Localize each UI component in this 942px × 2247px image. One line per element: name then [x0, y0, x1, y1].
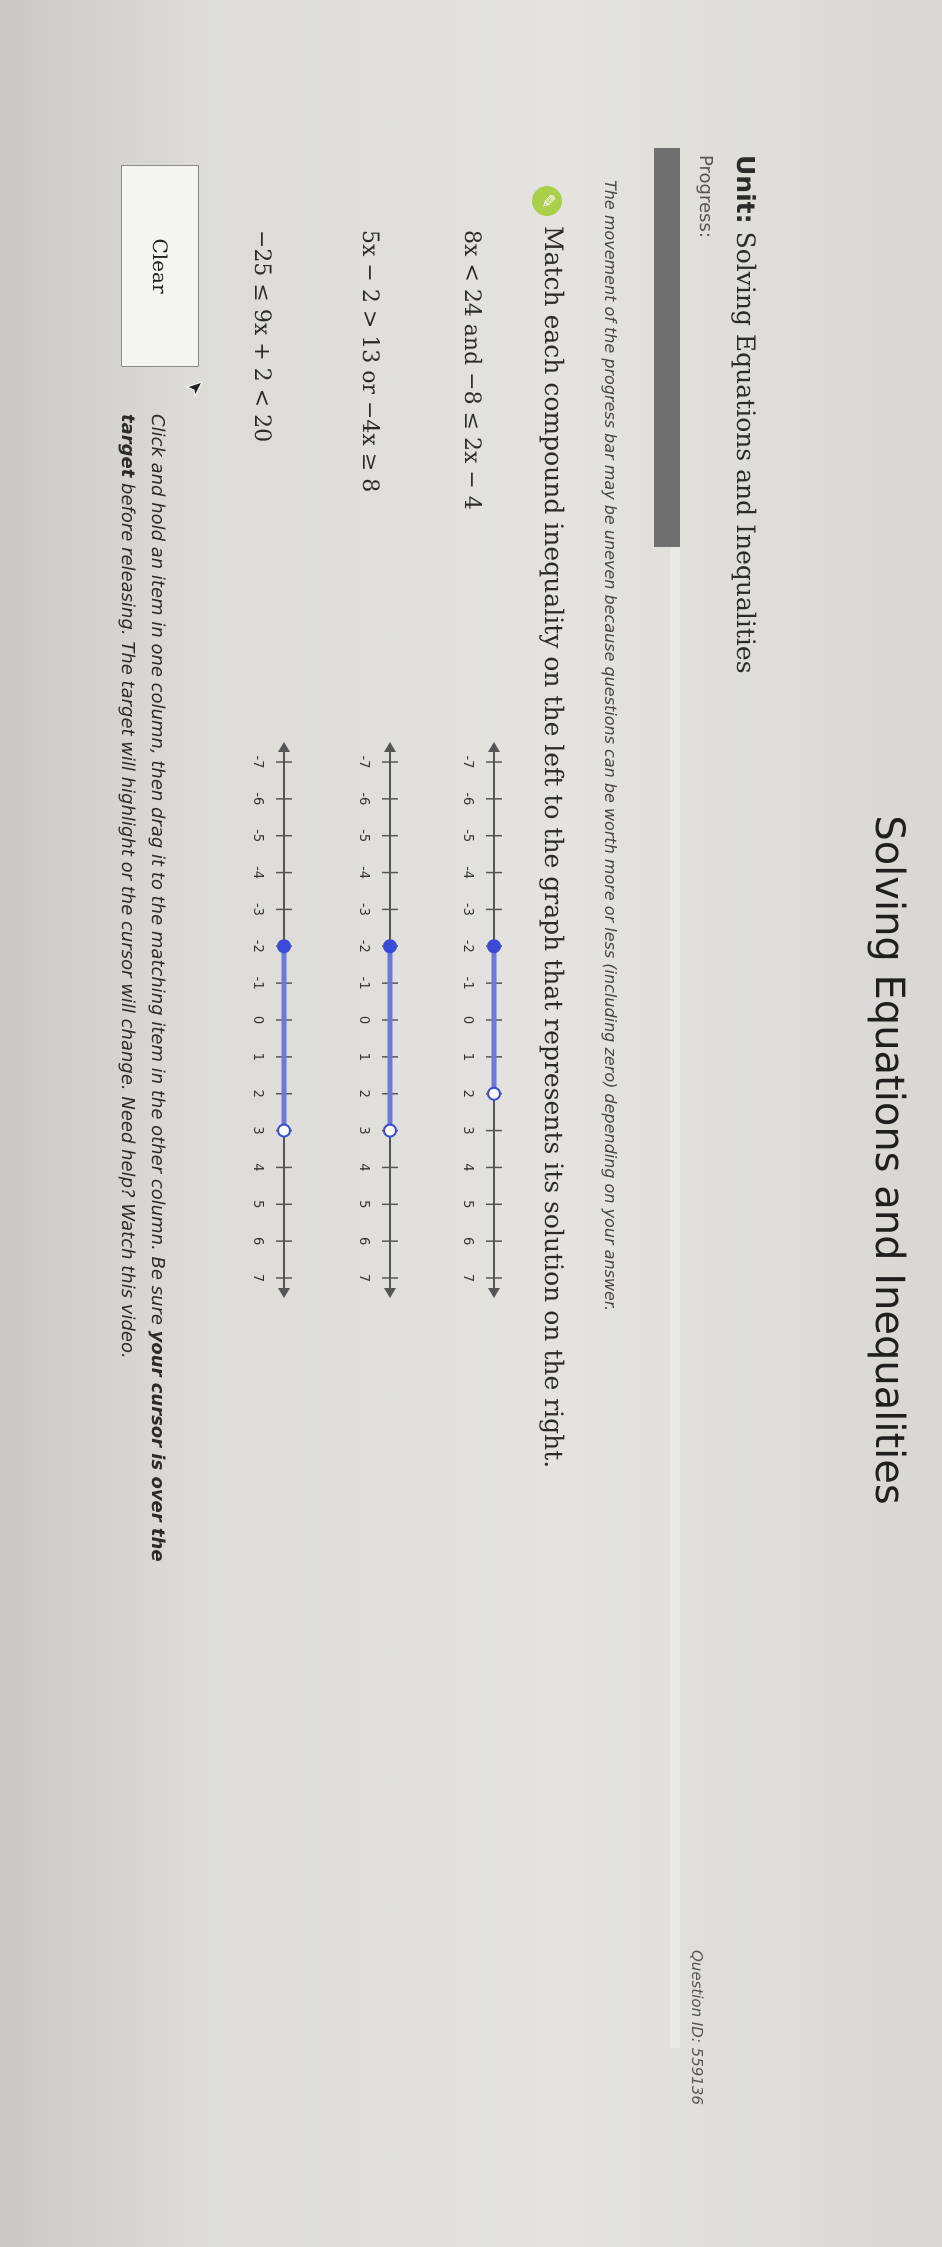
number-line-2 [340, 740, 420, 1300]
tick-label: -4 [250, 866, 265, 880]
tick-label: 2 [460, 1089, 475, 1098]
tick-label: -1 [356, 976, 371, 990]
tick-label: 0 [460, 1015, 475, 1025]
tick-label: 2 [356, 1089, 371, 1098]
tick-label: 1 [250, 1052, 265, 1061]
tick-label: -1 [250, 976, 265, 990]
tick-label: -5 [250, 829, 265, 843]
instruction-text-1: Click and hold an item in one column, then drag it to the matching item in the other column. Be sure [147, 414, 168, 1331]
tick-label: 1 [356, 1052, 371, 1061]
tick-label: -2 [460, 939, 475, 953]
tick-label: -6 [250, 792, 265, 806]
arrow-right-icon [384, 1288, 396, 1298]
tick-label: 4 [250, 1163, 265, 1172]
right-endpoint [488, 1088, 500, 1100]
tick-label: 6 [250, 1237, 265, 1246]
tick-label: 7 [460, 1273, 475, 1283]
left-endpoint [278, 940, 290, 952]
tick-label: -3 [250, 902, 265, 916]
pencil-icon: ✎ [532, 186, 562, 216]
tick-label: -7 [250, 755, 265, 769]
unit-name: Solving Equations and Inequalities [731, 231, 760, 674]
unit-heading [731, 155, 760, 674]
graph-item-3[interactable] [234, 740, 314, 1300]
inequality-item-1[interactable]: 8x < 24 and −8 ≤ 2x − 4 [459, 230, 484, 510]
tick-label: 3 [460, 1126, 475, 1135]
arrow-left-icon [488, 742, 500, 752]
tick-label: 6 [460, 1237, 475, 1246]
tick-label: 6 [356, 1237, 371, 1246]
tick-label: 5 [250, 1200, 265, 1209]
tick-label: -3 [460, 902, 475, 916]
tick-label: -7 [460, 755, 475, 769]
inequality-item-3[interactable]: −25 ≤ 9x + 2 < 20 [249, 230, 274, 443]
tick-label: -2 [250, 939, 265, 953]
arrow-right-icon [488, 1288, 500, 1298]
cursor-icon [184, 380, 204, 400]
instruction-text-2: before releasing. The target will highlight or the cursor will change. Need help? Watch this video. [117, 477, 138, 1359]
inequality-item-2[interactable]: 5x − 2 > 13 or −4x ≥ 8 [357, 230, 382, 493]
progress-label: Progress: [695, 155, 716, 238]
tick-label: 0 [250, 1015, 265, 1025]
tick-label: 1 [460, 1052, 475, 1061]
instruction-emphasis-2: target [117, 414, 138, 478]
progress-notice: The movement of the progress bar may be uneven because questions can be worth more or less (including zero) depending on your answer. [601, 180, 620, 1312]
tick-label: 5 [460, 1200, 475, 1209]
tick-label: 7 [356, 1273, 371, 1283]
tick-label: 2 [250, 1089, 265, 1098]
tick-label: 4 [356, 1163, 371, 1172]
page-title: Solving Equations and Inequalities [866, 815, 912, 1505]
unit-label: Unit: [731, 155, 760, 224]
tick-label: 5 [356, 1200, 371, 1209]
left-endpoint [488, 940, 500, 952]
question-id: Question ID: 559136 [688, 1950, 706, 2105]
tick-label: -5 [460, 829, 475, 843]
tick-label: -3 [356, 902, 371, 916]
instruction-line-1 [147, 414, 168, 1774]
tick-label: -4 [460, 866, 475, 880]
tick-label: 3 [356, 1126, 371, 1135]
tick-label: -1 [460, 976, 475, 990]
tick-label: -6 [460, 792, 475, 806]
arrow-right-icon [278, 1288, 290, 1298]
tick-label: -4 [356, 866, 371, 880]
graph-item-1[interactable] [444, 740, 524, 1300]
tick-label: -7 [356, 755, 371, 769]
right-endpoint [278, 1125, 290, 1137]
tick-label: -2 [356, 939, 371, 953]
tick-label: 4 [460, 1163, 475, 1172]
graph-item-2[interactable] [340, 740, 420, 1300]
tick-label: 7 [250, 1273, 265, 1283]
left-endpoint [384, 940, 396, 952]
number-line-1 [444, 740, 524, 1300]
number-line-3 [234, 740, 314, 1300]
clear-button[interactable]: Clear [121, 165, 199, 367]
tick-label: 0 [356, 1015, 371, 1025]
question-prompt: Match each compound inequality on the left to the graph that represents its solution on the right. [539, 226, 568, 1469]
tick-label: 3 [250, 1126, 265, 1135]
arrow-left-icon [384, 742, 396, 752]
arrow-left-icon [278, 742, 290, 752]
tick-label: -6 [356, 792, 371, 806]
instruction-line-2 [117, 414, 138, 1774]
progress-bar [654, 148, 680, 547]
tick-label: -5 [356, 829, 371, 843]
instruction-emphasis-1: your cursor is over the [147, 1330, 168, 1562]
right-endpoint [384, 1125, 396, 1137]
